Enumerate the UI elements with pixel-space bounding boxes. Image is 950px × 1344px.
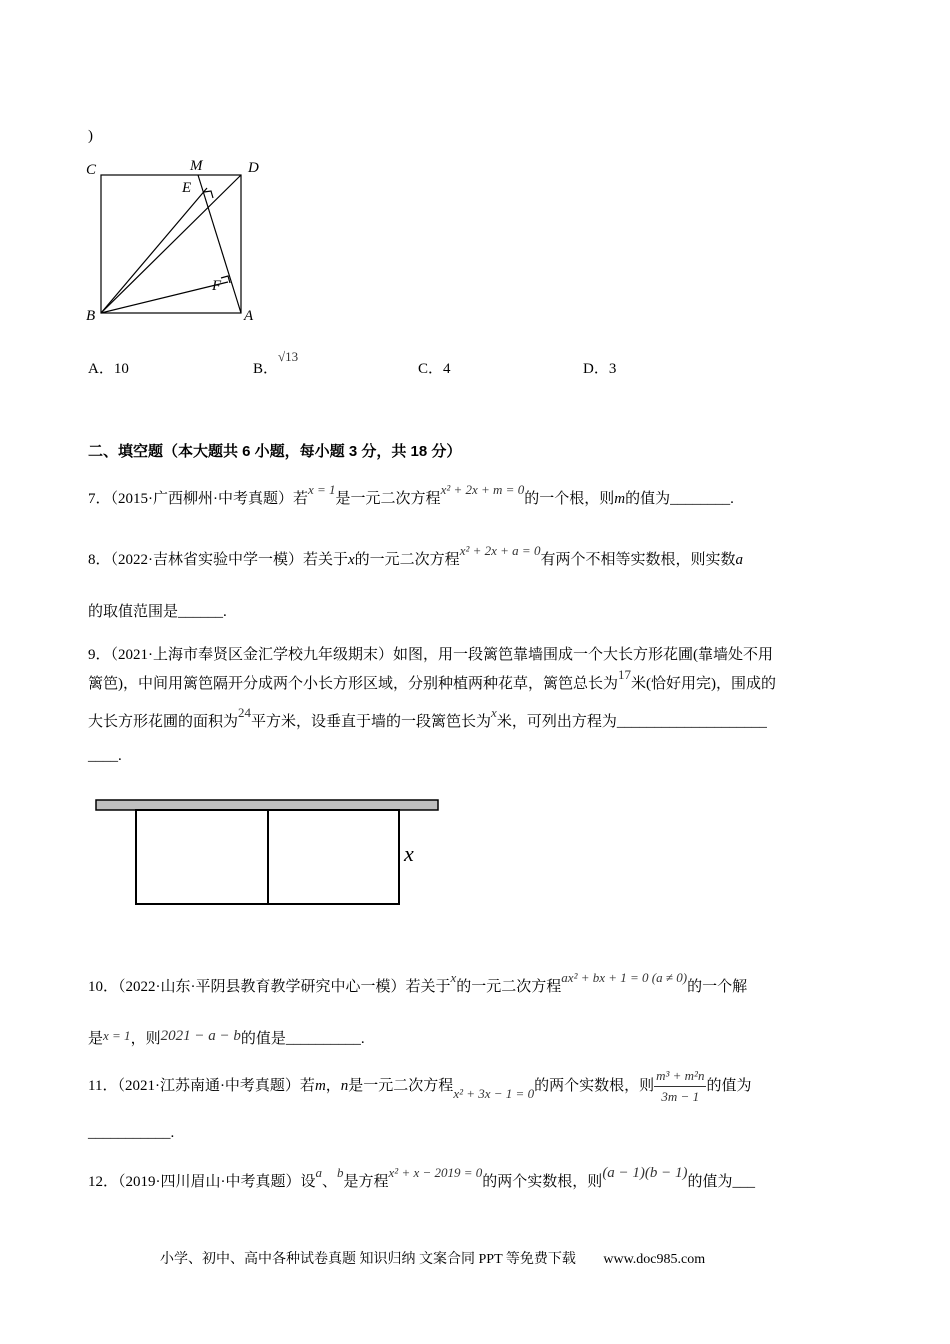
text: 是方程	[343, 1174, 389, 1190]
math: ax² + bx + 1 = 0 (a ≠ 0)	[561, 970, 688, 985]
text: 是	[88, 1031, 104, 1047]
math: x	[491, 705, 497, 720]
math: 24	[238, 705, 252, 720]
text: 8．（2022·吉林省实验中学一模）若关于	[88, 552, 348, 568]
closing-paren: )	[88, 128, 93, 144]
math: 2021 − a − b	[160, 1028, 241, 1044]
square-geometry-figure	[80, 150, 270, 330]
question-8-line2: 的取值范围是______.	[88, 604, 227, 620]
text: 篱笆)，中间用篱笆隔开分成两个小长方形区域，分别种植两种花草，篱笆总长为	[88, 676, 618, 692]
option-value: 10	[113, 361, 129, 377]
question-9-line2	[88, 667, 776, 693]
answer-blank: 的值是__________.	[240, 1031, 365, 1047]
question-9-line4: ____.	[88, 748, 122, 764]
text: 的一元二次方程	[354, 552, 460, 568]
text: 11．（2021·江苏南通·中考真题）若	[88, 1077, 315, 1094]
text: 的一个根，则	[524, 491, 615, 507]
label-e: E	[182, 180, 192, 196]
text: ，则	[130, 1031, 161, 1047]
math: x² + 2x + a = 0	[459, 543, 541, 558]
text: 平方米，设垂直于墙的一段篱笆长为	[251, 714, 492, 730]
fence-figure	[90, 795, 450, 910]
text: 是一元二次方程	[348, 1077, 454, 1094]
math: x² + 2x + m = 0	[440, 482, 525, 497]
math: x² + 3x − 1 = 0	[453, 1085, 535, 1101]
question-10	[88, 970, 748, 996]
question-9: 9．（2021·上海市奉贤区金汇学校九年级期末）如图，用一段篱笆靠墙围成一个大长方形花圃(靠墙处不用	[88, 647, 773, 663]
math: x	[450, 970, 457, 985]
label-b: B	[86, 308, 96, 324]
option-b[interactable]	[253, 349, 299, 378]
question-10-line2	[88, 1027, 365, 1048]
text: 的两个实数根，则	[534, 1077, 655, 1094]
text: 是一元二次方程	[335, 491, 441, 507]
text: 7．（2015·广西柳州·中考真题）若	[88, 491, 308, 507]
option-d[interactable]	[583, 357, 616, 378]
label-m: M	[190, 158, 203, 174]
denominator: 3m − 1	[661, 1089, 700, 1104]
math: x² + x − 2019 = 0	[388, 1165, 483, 1180]
option-letter: C．	[418, 361, 444, 377]
question-8	[88, 543, 743, 569]
text: 有两个不相等实数根，则实数	[540, 552, 736, 568]
label-c: C	[86, 162, 97, 178]
section-title: 二、填空题（本大题共 6 小题，每小题 3 分，共 18 分）	[88, 443, 462, 460]
text: 大长方形花圃的面积为	[88, 714, 239, 730]
option-value: √13	[278, 349, 299, 364]
text: 米(恰好用完)，围成的	[631, 676, 776, 692]
question-9-line3	[88, 705, 767, 731]
var: x	[348, 552, 355, 568]
numerator: m³ + m²n	[654, 1066, 706, 1087]
footer-link[interactable]: www.doc985.com	[603, 1252, 706, 1267]
option-value: 4	[443, 361, 451, 377]
math: x = 1	[103, 1028, 131, 1043]
label-d: D	[248, 160, 259, 176]
text: 、	[322, 1174, 338, 1190]
option-letter: A．	[88, 361, 114, 377]
option-value: 3	[608, 361, 617, 377]
question-7	[88, 482, 734, 508]
option-c[interactable]	[418, 357, 451, 378]
text: 的两个实数根，则	[482, 1174, 603, 1190]
var: m	[614, 491, 626, 507]
text: 的一个解	[687, 979, 748, 995]
fraction	[654, 1066, 706, 1107]
option-a[interactable]	[88, 357, 129, 378]
var: n	[340, 1077, 349, 1094]
footer-text: 小学、初中、高中各种试卷真题 知识归纳 文案合同 PPT 等免费下载	[160, 1252, 576, 1267]
question-11	[88, 1066, 751, 1107]
var: a	[735, 552, 743, 568]
math: a	[315, 1165, 322, 1180]
label-x: x	[404, 841, 414, 866]
option-letter: D．	[583, 361, 609, 377]
label-f: F	[212, 278, 222, 294]
answer-blank: 的值为___	[687, 1174, 756, 1190]
answer-blank: 米，可列出方程为____________________	[496, 714, 767, 730]
math: b	[337, 1165, 344, 1180]
question-11-line2: ___________.	[88, 1125, 175, 1141]
math: 17	[618, 667, 631, 682]
text: ，	[325, 1077, 341, 1094]
text: 的一元二次方程	[456, 979, 562, 995]
text: 12．（2019·四川眉山·中考真题）设	[88, 1174, 316, 1190]
var: m	[314, 1077, 326, 1094]
text: 10．（2022·山东·平阴县教育教学研究中心一模）若关于	[88, 979, 451, 995]
footer	[160, 1248, 705, 1268]
label-a: A	[244, 308, 254, 324]
text: 的值为	[706, 1077, 752, 1094]
option-letter: B．	[253, 361, 279, 377]
answer-blank: 的值为________.	[625, 491, 734, 507]
question-12	[88, 1165, 756, 1191]
math: (a − 1)(b − 1)	[602, 1165, 688, 1181]
math: x = 1	[308, 482, 336, 497]
